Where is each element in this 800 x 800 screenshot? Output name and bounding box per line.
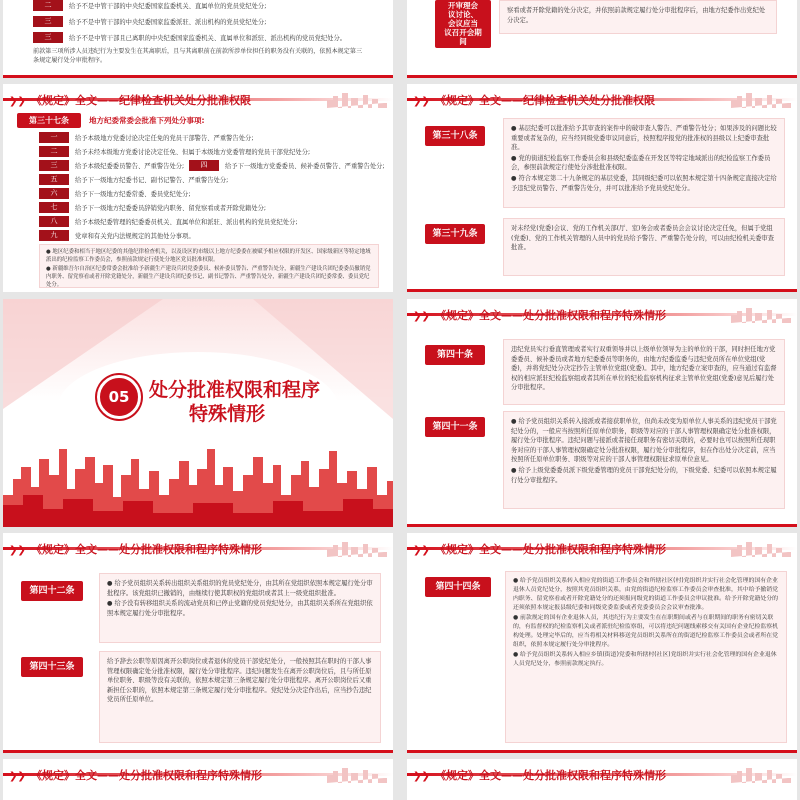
slide-title: 《规定》全文——纪律检查机关处分批准权限 (31, 94, 251, 107)
s4-item-2: ● 党的街道纪检监察工作委员会和县级纪委监委在开发区等特定地域派出的纪检监察工作委员会，参照前款规定行使处分涉批批准权限。 (511, 154, 771, 172)
slide-bottom-bar (407, 524, 797, 527)
s7-item-2: ● 给予没有转移组织关系的流动党员和已停止党籍的党员党纪处分，由其组织关系所在党组织依照本规定履行处分审批程序。 (107, 600, 373, 617)
slide-header (407, 759, 797, 799)
chevron-icon: ❯❯ (413, 771, 430, 782)
s2-text: 察看或者开除党籍的处分决定，并依照前款规定履行处分审批程序后，由地方纪委作出党纪处分决定。 (499, 0, 777, 34)
s8-text (505, 571, 787, 743)
s3-item-2: 二 给予未经本级地方党委讨论决定任免、但属于本级地方党委管理的党员干部党纪处分; (39, 146, 310, 157)
s4-article-1: 第三十八条 (425, 126, 485, 146)
s4-item-1: ● 基层纪委可以批准给予其审查的案件中的破审查人警告、严重警告处分；如果涉及的问题比较重要或者复杂的，应当经同级党委审议同意后，按照程序报党的批准权的县级以上纪委审查批准。 (511, 125, 777, 152)
slide-title: 《规定》全文——处分批准权限和程序特殊情形 (435, 769, 666, 782)
s3-notes (39, 244, 379, 288)
s8-article: 第四十四条 (425, 577, 491, 597)
slide-3 (3, 84, 393, 292)
slide-title: 《规定》全文——处分批准权限和程序特殊情形 (31, 543, 262, 556)
s6-item-2: ● 给予上级党委委员派下级党委管理的党员干部党纪处分的，下级党委、纪委可以依照本规定履行处分审批程序。 (511, 466, 777, 484)
slide-1 (3, 0, 393, 78)
s4-item-3: ● 符合本规定第二十九条规定的基层党委，其同级纪委可以依照本规定第十四条规定直接决定给予违纪党员警告、严重警告处分，并可以批准给予党员党纪处分。 (511, 174, 777, 192)
s8-item-2: ● 前款规定的国有企业退休人员，其违纪行为主要发生在在职期间或者与在职期间的职务有密切关联的，有监督权的纪检监察机关或者派驻纪检监察组，可以将违纪问题线索移交有关国有企业纪检监察机构处理。处理完毕后的，应当将相关材料移送党员组织关系所在的街道纪检监察工作委员会或者所在党组织，依照本规定履行处分审批程序。 (513, 615, 779, 648)
s7-text-1 (99, 573, 381, 643)
s7-text-2: 给予辞去公职等原因离开公职岗位或者退休的党员干部党纪处分，一般按照其在职时的干部人事管理权限确定处分批准权限，履行处分审批程序。违纪问题发生在离开公职岗位后，且与所任原单位职务、职级等没有关联的，依照本规定第三条规定履行处分审批程序。离开公职岗位后又重新担任公职的，依照本规定第三条规定履行处分审批程序。党纪处分决定作出后，应当抄告违纪党员所任原单位。 (99, 651, 381, 743)
slide-title: 《规定》全文——纪律检查机关处分批准权限 (435, 94, 655, 107)
slide-title: 《规定》全文——处分批准权限和程序特殊情形 (435, 309, 666, 322)
slide-7 (3, 533, 393, 753)
s6-article-1: 第四十条 (425, 345, 485, 365)
s3-item-9: 九 党章和有关党内法规规定的其他处分事项。 (39, 230, 195, 241)
s3-article: 第三十七条 (17, 113, 81, 128)
s3-item-3: 三 给予本级纪委委员警告、严重警告处分; (39, 160, 184, 171)
skyline-icon (731, 765, 791, 783)
slide-header (407, 533, 797, 573)
slide-9 (3, 759, 393, 800)
s3-item-1: 一 给予本级地方党委讨论决定任免的党员干部警告、严重警告处分; (39, 132, 253, 143)
s3-item-7: 七 给予下一级地方纪委委员辞销党内职务、留党察看或者开除党籍处分; (39, 202, 266, 213)
slide-bottom-bar (3, 750, 393, 753)
s6-article-2: 第四十一条 (425, 417, 485, 437)
s7-item-1: ● 给予党员组织关系转出组织关系组织的党员党纪处分，由其所在党组织依照本规定履行处分审批程序。该党组织已撤销的，由继续行使其职权的党组织或者其上一级党组织批准。 (107, 580, 373, 597)
s3-note-1: ● 地区纪委和相当于地区纪委的其他纪律检查机关，以及设区的市级以上地方纪委委在被赋予相应权限的开发区、国家级新区等特定地域派出的纪检监察工作委员会，参照前款规定行使处分地区党员批准权限。 (46, 249, 371, 263)
s6-text-1: 违纪党员实行垂直管理或者实行双重领导并以上级单位领导为主的单位的干部，同时担任地方党委委员、候补委员或者地方纪委委员等职务的，由地方纪委监委与违纪党员所在单位党组(党委)，并将党纪处分决定抄告主管单位党组(党委)。其中，地方纪委立案审查的，应当通过有监督权的相应派驻纪检监察组或者其所在单位的纪检监察机构征求主管单位党组(党委)意见后履行处分审批程序。 (503, 339, 785, 405)
section-title-1: 处分批准权限和程序 (149, 379, 321, 401)
s1-note: 前款第三项所涉人员违纪行为主要发生在其离职后，且与其离职前在前款所涉单位担任的职务没有关联的，依照本规定第三条规定履行处分审批程序。 (33, 48, 363, 64)
s7-article-2: 第四十三条 (21, 657, 83, 677)
slide-8 (407, 533, 797, 753)
slide-header (3, 759, 393, 799)
s4-text-1 (503, 118, 785, 208)
slide-title: 《规定》全文——处分批准权限和程序特殊情形 (435, 543, 666, 556)
slide-10 (407, 759, 797, 800)
s3-item-4: 四 给予下一级地方党委委员、候补委员警告、严重警告处分; (189, 160, 385, 171)
chevron-icon: ❯❯ (413, 96, 430, 107)
skyline-icon (327, 90, 387, 108)
skyline-icon (731, 539, 791, 557)
slide-2 (407, 0, 797, 78)
slide-bottom-bar (407, 289, 797, 292)
s1-item-1: 二 给予不是中管干部的中央纪委国家监委机关、直属单位的党员党纪处分; (33, 0, 266, 11)
slide-6 (407, 299, 797, 527)
skyline-icon (731, 90, 791, 108)
s8-item-3: ● 给予党员组织关系转入相应乡镇(街道)党委和所辖村(社区)党组织并实行社会化管理的国有企业退休人员党纪处分，参照前款规定执行。 (513, 652, 777, 667)
slide-5 (3, 299, 393, 527)
chevron-icon: ❯❯ (9, 771, 26, 782)
s6-item-1: ● 给予党员组织关系转入接派或者接获职单位，但尚未改变为原单位人事关系的违纪党员干部党纪处分的，一般应当按照所任原单位职务，职级等对应的干部人事管理权限确定处分批准权限，履行处分审批程序。违纪问题与接派或者接任现职务有密切关联的，必要时也可以按照所任现职务对应的干部人事管理权限确定处分批准权限，履行处分审批程序，但在作出处分决定前，应当按照所任原单位职务、职级等对应的干部人事管理权限征求原单位意见。 (511, 418, 777, 464)
s7-article-1: 第四十二条 (21, 581, 83, 601)
s2-label: 开审理会 议讨论、 会议应当 议召开会期 间 (435, 0, 491, 48)
s3-note-2: ● 新疆维吾尔自治区纪委常委会批准给予新疆生产建设兵团党委委员、候补委员警告、严重警告处分，新疆生产建设兵团纪委委员撤销党内职务、留党察看或者开除党籍处分，新疆生产建设兵团纪委书记、副书记警告、严重警告处分，新疆生产建设兵团纪委常委、委员党纪处分。 (46, 266, 371, 288)
s1-item-2: 三 给予不是中管干部的中央纪委国家监委派驻、派出机构的党员党纪处分; (33, 16, 266, 27)
s4-text-2: 对未经党(党委)会议、党的工作机关部(厅、室)务会或者委员会会议讨论决定任免，但属于党组(党委)、党的工作机关管理的人员中的党员给予警告、严重警告处分的，可以由纪检机关委审查批准。 (503, 218, 785, 276)
chevron-icon: ❯❯ (9, 96, 26, 107)
skyline-icon (327, 765, 387, 783)
s3-item-8: 八 给予本级纪委管理的纪委委员机关、直属单位和派驻、派出机构的党员党纪处分; (39, 216, 298, 227)
slide-header (407, 299, 797, 339)
slide-bottom-bar (407, 75, 797, 78)
slide-bottom-bar (3, 75, 393, 78)
slide-bottom-bar (407, 750, 797, 753)
s1-item-3: 三 给予不是中管干部且已离职的中央纪委国家监委机关、直属单位和派驻、派出机构的党员党纪处分。 (33, 32, 346, 43)
s3-item-5: 五 给予下一级地方纪委书记、副书记警告、严重警告处分; (39, 174, 228, 185)
section-number-badge: 05 (97, 375, 141, 419)
s6-text-2 (503, 411, 785, 509)
chevron-icon: ❯❯ (9, 545, 26, 556)
slide-title: 《规定》全文——处分批准权限和程序特殊情形 (31, 769, 262, 782)
skyline-icon (327, 539, 387, 557)
s3-intro: 地方纪委常委会批准下列处分事项: (89, 116, 205, 125)
section-title-2: 特殊情形 (189, 403, 266, 425)
chevron-icon: ❯❯ (413, 545, 430, 556)
s4-article-2: 第三十九条 (425, 224, 485, 244)
slide-header (3, 533, 393, 573)
chevron-icon: ❯❯ (413, 311, 430, 322)
s8-item-1: ● 给予党员组织关系转入相应党的街道工作委员会和所辖社区(村)党组织并实行社会化管理的国有企业退休人员党纪处分，按照其党员组织关系，由党的街道纪检监察工作委员会审查批准，其中给予撤销党内职务、留党察看或者开除党籍处分的还须报同级党的街道工作委员会审议批准。给予开除党籍处分的还须依照本规定报县级纪委和同级党委监委或者党委委员会会议审查批准。 (513, 578, 779, 611)
s3-item-6: 六 给予下一级地方纪委常委、委员党纪处分; (39, 188, 190, 199)
skyline-icon (731, 305, 791, 323)
slide-4 (407, 84, 797, 292)
